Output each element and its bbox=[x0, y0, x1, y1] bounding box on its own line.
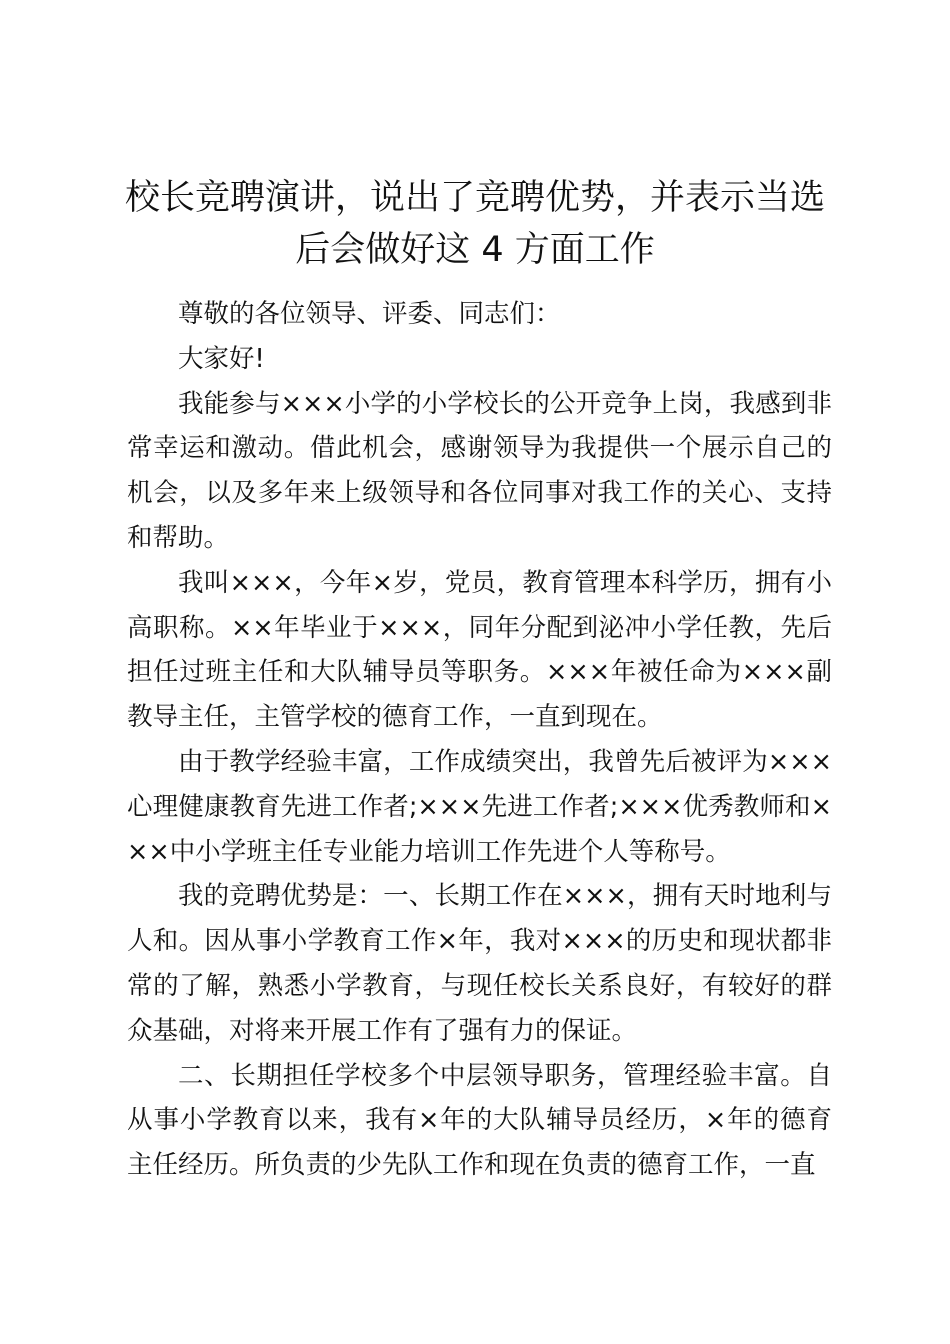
paragraph-advantage-two: 二、长期担任学校多个中层领导职务，管理经验丰富。自从事小学教育以来，我有×年的大队辅导员经历，×年的德育主任经历。所负责的少先队工作和现在负责的德育工作，一直 bbox=[127, 1060, 832, 1181]
paragraph-personal-background: 我叫×××，今年×岁，党员，教育管理本科学历，拥有小高职称。××年毕业于×××，同年分配到泌冲小学任教，先后担任过班主任和大队辅导员等职务。×××年被任命为×××副教导主任，主管学校的德育工作，一直到现在。 bbox=[127, 567, 832, 733]
document-body bbox=[127, 292, 832, 1188]
paragraph-salutation: 尊敬的各位领导、评委、同志们： bbox=[178, 299, 561, 329]
paragraph-greeting: 大家好! bbox=[178, 343, 265, 374]
paragraph-honors: 由于教学经验丰富，工作成绩突出，我曾先后被评为×××心理健康教育先进工作者;×××先进工作者;×××优秀教师和×××中小学班主任专业能力培训工作先进个人等称号。 bbox=[127, 746, 832, 867]
paragraph-introduction: 我能参与×××小学的小学校长的公开竞争上岗，我感到非常幸运和激动。借此机会，感谢领导为我提供一个展示自己的机会，以及多年来上级领导和各位同事对我工作的关心、支持和帮助。 bbox=[127, 388, 832, 553]
paragraph-advantage-one: 我的竞聘优势是：一、长期工作在×××，拥有天时地利与人和。因从事小学教育工作×年，我对×××的历史和现状都非常的了解，熟悉小学教育，与现任校长关系良好，有较好的群众基础，对将来开展工作有了强有力的保证。 bbox=[127, 881, 832, 1046]
document-title: 校长竞聘演讲，说出了竞聘优势，并表示当选后会做好这 4 方面工作 bbox=[124, 178, 825, 270]
